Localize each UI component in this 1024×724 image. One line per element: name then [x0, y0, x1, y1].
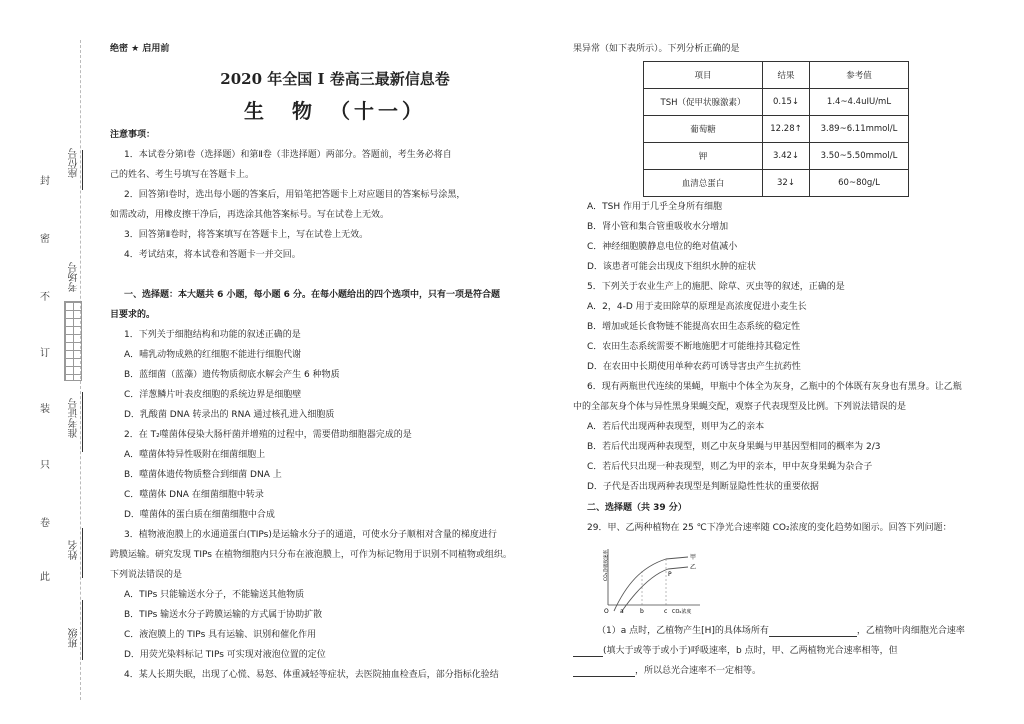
- seal-char: 卷: [40, 518, 50, 529]
- q29-part3-line: [573, 665, 761, 677]
- option-line: C．若后代只出现一种表现型，则乙为甲的亲本，甲中灰身果蝇为杂合子: [587, 462, 873, 472]
- option-line: D．乳酸菌 DNA 转录出的 RNA 通过核孔进入细胞质: [124, 410, 335, 420]
- table-row: [644, 89, 909, 116]
- option-line: B．肾小管和集合管重吸收水分增加: [587, 222, 729, 232]
- exam-number-grid: [64, 301, 82, 381]
- seat-number-blank: [82, 150, 83, 190]
- table-row: [644, 116, 909, 143]
- q29-text: ，所以总光合速率不一定相等。: [635, 666, 762, 676]
- section1-heading: 一、选择题：本大题共 6 小题，每小题 6 分。在每小题给出的四个选项中，只有一项是符合题: [124, 290, 501, 300]
- option-line: D．在农田中长期使用单种农药可诱导害虫产生抗药性: [587, 362, 801, 372]
- section1-heading-cont: 目要求的。: [110, 310, 156, 320]
- table-cell: 3.89~6.11mmol/L: [810, 116, 909, 143]
- option-line: A．TIPs 只能输送水分子，不能输送其他物质: [124, 590, 305, 600]
- curve-label-jia: 甲: [690, 554, 697, 561]
- curve-label-yi: 乙: [690, 564, 697, 571]
- option-line: B．蓝细菌（蓝藻）遗传物质彻底水解会产生 6 种物质: [124, 370, 340, 380]
- option-line: C．神经细胞膜静息电位的绝对值减小: [587, 242, 738, 252]
- class-label: 班级: [69, 628, 80, 648]
- table-cell: 1.4~4.4uIU/mL: [810, 89, 909, 116]
- table-header-row: [644, 62, 909, 89]
- point-p-label: P: [668, 571, 672, 578]
- option-line: C．噬菌体 DNA 在细菌细胞中转录: [124, 490, 264, 500]
- table-cell: 3.42↓: [763, 143, 810, 170]
- note-line: 如需改动，用橡皮擦干净后，再选涂其他答案标号。写在试卷上无效。: [110, 210, 390, 220]
- option-line: D．该患者可能会出现皮下组织水肿的症状: [587, 262, 756, 272]
- x-axis-label: CO₂浓度: [672, 609, 692, 615]
- confidential-mark: 绝密 ★ 启用前: [110, 44, 170, 54]
- class-blank: [82, 600, 83, 660]
- option-line: D．子代是否出现两种表现型是判断显隐性性状的重要依据: [587, 482, 819, 492]
- option-line: C．液泡膜上的 TIPs 具有运输、识别和催化作用: [124, 630, 317, 640]
- curve-jia: [614, 557, 688, 611]
- answer-blank[interactable]: [769, 626, 857, 637]
- table-row: [644, 170, 909, 197]
- section2-heading: 二、选择题（共 39 分）: [587, 503, 687, 513]
- question-line: 3．植物液泡膜上的水通道蛋白(TIPs)是运输水分子的通道，可使水分子顺相对含量的梯度进行: [124, 530, 497, 540]
- subject-title: 生 物 （十一）: [244, 99, 426, 123]
- note-line: 4．考试结束，将本试卷和答题卡一并交回。: [124, 250, 301, 260]
- note-line: 1．本试卷分第Ⅰ卷（选择题）和第Ⅱ卷（非选择题）两部分。答题前，考生务必将自: [124, 150, 452, 160]
- question-line: 下列说法错误的是: [110, 570, 183, 580]
- seal-char: 订: [40, 348, 50, 359]
- tick-c: c: [664, 608, 668, 615]
- ticket-number-blank: [82, 392, 83, 452]
- answer-blank[interactable]: [573, 666, 635, 677]
- option-line: B．TIPs 输送水分子跨膜运输的方式属于协助扩散: [124, 610, 323, 620]
- tick-a: a: [620, 608, 624, 615]
- table-header: 参考值: [810, 62, 909, 89]
- question-line: 中的全部灰身个体与异性黑身果蝇交配，观察子代表现型及比例。下列说法错误的是: [573, 402, 907, 412]
- option-line: A．2，4-D 用于麦田除草的原理是高浓度促进小麦生长: [587, 302, 807, 312]
- option-line: D．用荧光染料标记 TIPs 可实现对液泡位置的定位: [124, 650, 326, 660]
- origin-label: O: [604, 608, 609, 615]
- option-line: A．哺乳动物成熟的红细胞不能进行细胞代谢: [124, 350, 302, 360]
- q29-part2-line: [573, 645, 898, 657]
- option-line: B．噬菌体遗传物质整合到细菌 DNA 上: [124, 470, 282, 480]
- seal-char: 此: [40, 572, 50, 583]
- table-cell: 60~80g/L: [810, 170, 909, 197]
- note-line: 3．回答第Ⅱ卷时，将答案填写在答题卡上，写在试卷上无效。: [124, 230, 369, 240]
- note-line: 2．回答第Ⅰ卷时，选出每小题的答案后，用铅笔把答题卡上对应题目的答案标号涂黑，: [124, 190, 466, 200]
- q29-text: （1）a 点时，乙植物产生[H]的具体场所有: [597, 626, 769, 636]
- name-blank: [82, 528, 83, 578]
- option-line: C．洋葱鳞片叶表皮细胞的系统边界是细胞壁: [124, 390, 302, 400]
- lab-results-table: [643, 61, 909, 197]
- question-line: 6．现有两瓶世代连续的果蝇，甲瓶中个体全为灰身，乙瓶中的个体既有灰身也有黑身。让乙瓶: [587, 382, 962, 392]
- table-row: [644, 143, 909, 170]
- binding-sidebar: [0, 0, 105, 724]
- exam-room-label: 考场号: [69, 262, 80, 292]
- q29-part1-line: [597, 625, 965, 637]
- exam-title: 2020 年全国 I 卷高三最新信息卷: [220, 70, 450, 88]
- co2-curve-figure: [596, 545, 706, 617]
- ticket-number-label: 准考证号: [69, 398, 80, 438]
- seal-char: 密: [40, 234, 50, 245]
- seal-char: 封: [40, 176, 50, 187]
- table-header: 项目: [644, 62, 763, 89]
- q29-text: (填大于或等于或小于)呼吸速率，b 点时，甲、乙两植物光合速率相等，但: [603, 646, 898, 656]
- seal-char: 不: [40, 292, 50, 303]
- question-continuation: 果异常（如下表所示）。下列分析正确的是: [573, 44, 740, 54]
- option-line: D．噬菌体的蛋白质在细菌细胞中合成: [124, 510, 275, 520]
- option-line: A．若后代出现两种表现型，则甲为乙的亲本: [587, 422, 765, 432]
- table-cell: 3.50~5.50mmol/L: [810, 143, 909, 170]
- curve-yi: [622, 567, 688, 611]
- table-cell: 32↓: [763, 170, 810, 197]
- note-line: 己的姓名、考生号填写在答题卡上。: [110, 170, 255, 180]
- option-line: B．增加或延长食物链不能提高农田生态系统的稳定性: [587, 322, 801, 332]
- table-cell: 0.15↓: [763, 89, 810, 116]
- question-line: 5．下列关于农业生产上的施肥、除草、灭虫等的叙述，正确的是: [587, 282, 845, 292]
- question-line: 1．下列关于细胞结构和功能的叙述正确的是: [124, 330, 301, 340]
- table-cell: 葡萄糖: [644, 116, 763, 143]
- table-cell: TSH（促甲状腺激素）: [644, 89, 763, 116]
- y-axis-label: CO₂净吸收速率: [604, 550, 609, 581]
- option-line: B．若后代出现两种表现型，则乙中灰身果蝇与甲基因型相同的概率为 2/3: [587, 442, 881, 452]
- table-cell: 血清总蛋白: [644, 170, 763, 197]
- question-line: 4．某人长期失眠，出现了心慌、易怒、体重减轻等症状，去医院抽血检查后，部分指标化验结: [124, 670, 499, 680]
- table-cell: 12.28↑: [763, 116, 810, 143]
- question-29-stem: 29．甲、乙两种植物在 25 ℃下净光合速率随 CO₂浓度的变化趋势如图示。回答下列问题：: [587, 523, 952, 533]
- option-line: C．农田生态系统需要不断地施肥才可能维持其稳定性: [587, 342, 801, 352]
- notes-heading: 注意事项：: [110, 130, 156, 140]
- option-line: A．TSH 作用于几乎全身所有细胞: [587, 202, 722, 212]
- name-label: 姓名: [69, 540, 80, 560]
- tick-b: b: [640, 608, 644, 615]
- table-cell: 钾: [644, 143, 763, 170]
- question-line: 跨膜运输。研究发现 TIPs 在植物细胞内只分布在液泡膜上，可作为标记物用于识别不同植物或组织。: [110, 550, 512, 560]
- table-header: 结果: [763, 62, 810, 89]
- seat-number-label: 座位号: [69, 148, 80, 178]
- q29-text: ，乙植物叶肉细胞光合速率: [856, 626, 965, 636]
- question-line: 2．在 T₂噬菌体侵染大肠杆菌并增殖的过程中，需要借助细胞器完成的是: [124, 430, 412, 440]
- answer-blank[interactable]: [573, 646, 603, 657]
- seal-char: 只: [40, 460, 50, 471]
- seal-char: 装: [40, 404, 50, 415]
- option-line: A．噬菌体特异性吸附在细菌细胞上: [124, 450, 266, 460]
